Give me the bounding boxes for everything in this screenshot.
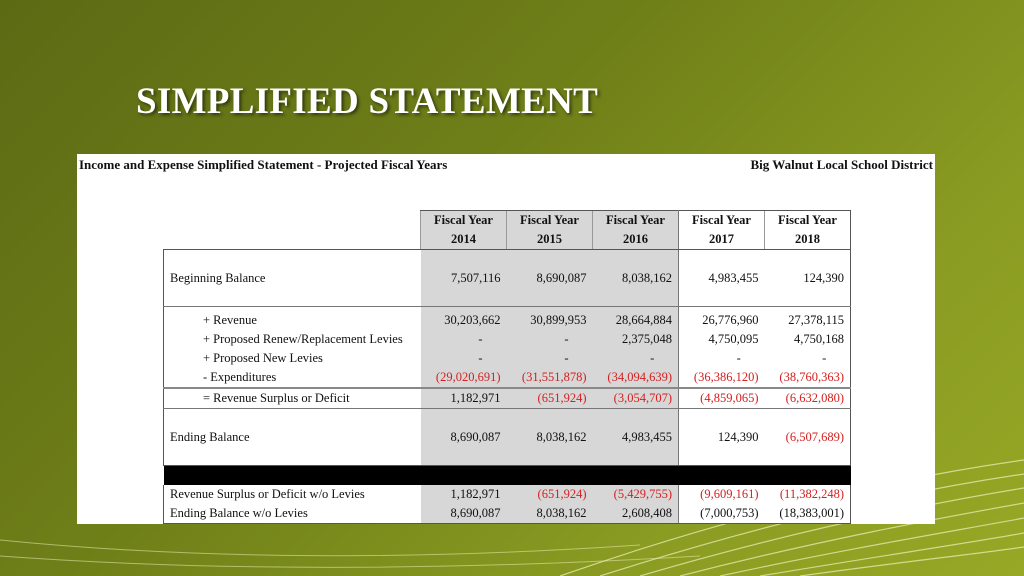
cell: 4,750,168 bbox=[765, 330, 851, 349]
column-header-2014: Fiscal Year 2014 bbox=[421, 211, 507, 250]
statement-title: Income and Expense Simplified Statement - Projected Fiscal Years bbox=[79, 157, 448, 172]
cell: 8,690,087 bbox=[421, 504, 507, 524]
cell: (3,054,707) bbox=[593, 388, 679, 409]
table-row-surplus-wo-levies bbox=[164, 485, 851, 504]
header-row bbox=[164, 211, 851, 250]
row-label: + Proposed Renew/Replacement Levies bbox=[164, 330, 421, 349]
cell: (6,507,689) bbox=[765, 409, 851, 466]
cell: 8,690,087 bbox=[421, 409, 507, 466]
cell: - bbox=[765, 349, 851, 368]
slide-title: SIMPLIFIED STATEMENT bbox=[136, 81, 599, 122]
column-header-2018: Fiscal Year 2018 bbox=[765, 211, 851, 250]
cell: - bbox=[507, 349, 593, 368]
row-label: Revenue Surplus or Deficit w/o Levies bbox=[164, 485, 421, 504]
cell: (11,382,248) bbox=[765, 485, 851, 504]
statement-panel bbox=[77, 154, 935, 524]
row-label: Ending Balance bbox=[164, 409, 421, 466]
black-separator-bar bbox=[164, 466, 851, 486]
cell: 26,776,960 bbox=[702, 313, 759, 327]
cell: - bbox=[736, 351, 741, 365]
row-label: + Proposed New Levies bbox=[164, 349, 421, 368]
cell: (651,924) bbox=[507, 388, 593, 409]
row-label: Beginning Balance bbox=[164, 250, 421, 307]
table-row-expenditures bbox=[164, 368, 851, 388]
cell: 30,899,953 bbox=[507, 311, 593, 330]
row-label: = Revenue Surplus or Deficit bbox=[164, 388, 421, 409]
cell: 8,690,087 bbox=[507, 250, 593, 307]
district-name: Big Walnut Local School District bbox=[750, 157, 933, 172]
cell: 4,983,455 bbox=[679, 250, 765, 307]
table-row-new-levies bbox=[164, 349, 851, 368]
column-header-2016: Fiscal Year 2016 bbox=[593, 211, 679, 250]
cell: 4,750,095 bbox=[708, 332, 759, 346]
row-label: + Revenue bbox=[164, 311, 421, 330]
cell: (5,429,755) bbox=[593, 485, 679, 504]
table-row-surplus bbox=[164, 388, 851, 409]
cell: 124,390 bbox=[765, 250, 851, 307]
table-row-beginning-balance bbox=[164, 250, 851, 307]
cell: 8,038,162 bbox=[507, 504, 593, 524]
cell: (4,859,065) bbox=[679, 388, 765, 409]
table-row-renew-levies bbox=[164, 330, 851, 349]
table-row-revenue bbox=[164, 311, 851, 330]
column-header-2015: Fiscal Year 2015 bbox=[507, 211, 593, 250]
cell: 4,983,455 bbox=[593, 409, 679, 466]
cell: 124,390 bbox=[679, 409, 765, 466]
cell: 8,038,162 bbox=[507, 409, 593, 466]
row-label: - Expenditures bbox=[164, 368, 421, 388]
cell: (34,094,639) bbox=[593, 368, 679, 388]
column-header-2017: Fiscal Year 2017 bbox=[679, 211, 765, 250]
cell: 1,182,971 bbox=[421, 388, 507, 409]
cell: - bbox=[593, 349, 679, 368]
cell: 27,378,115 bbox=[765, 311, 851, 330]
row-label: Ending Balance w/o Levies bbox=[164, 504, 421, 524]
cell: - bbox=[421, 330, 507, 349]
cell: 7,507,116 bbox=[421, 250, 507, 307]
cell: 2,375,048 bbox=[593, 330, 679, 349]
table-row-ending-balance bbox=[164, 409, 851, 466]
cell: - bbox=[507, 330, 593, 349]
cell: (7,000,753) bbox=[679, 504, 765, 524]
cell: - bbox=[421, 349, 507, 368]
cell: 1,182,971 bbox=[421, 485, 507, 504]
cell: (38,760,363) bbox=[765, 368, 851, 388]
cell: (36,386,120) bbox=[679, 368, 765, 388]
cell: (18,383,001) bbox=[765, 504, 851, 524]
cell: 30,203,662 bbox=[421, 311, 507, 330]
cell: 2,608,408 bbox=[593, 504, 679, 524]
cell: 8,038,162 bbox=[593, 250, 679, 307]
cell: (6,632,080) bbox=[765, 388, 851, 409]
table-row-ending-wo-levies bbox=[164, 504, 851, 524]
cell: (29,020,691) bbox=[421, 368, 507, 388]
cell: (31,551,878) bbox=[507, 368, 593, 388]
cell: (9,609,161) bbox=[700, 487, 759, 501]
statement-table bbox=[163, 210, 851, 524]
cell: (651,924) bbox=[507, 485, 593, 504]
cell: 28,664,884 bbox=[593, 311, 679, 330]
